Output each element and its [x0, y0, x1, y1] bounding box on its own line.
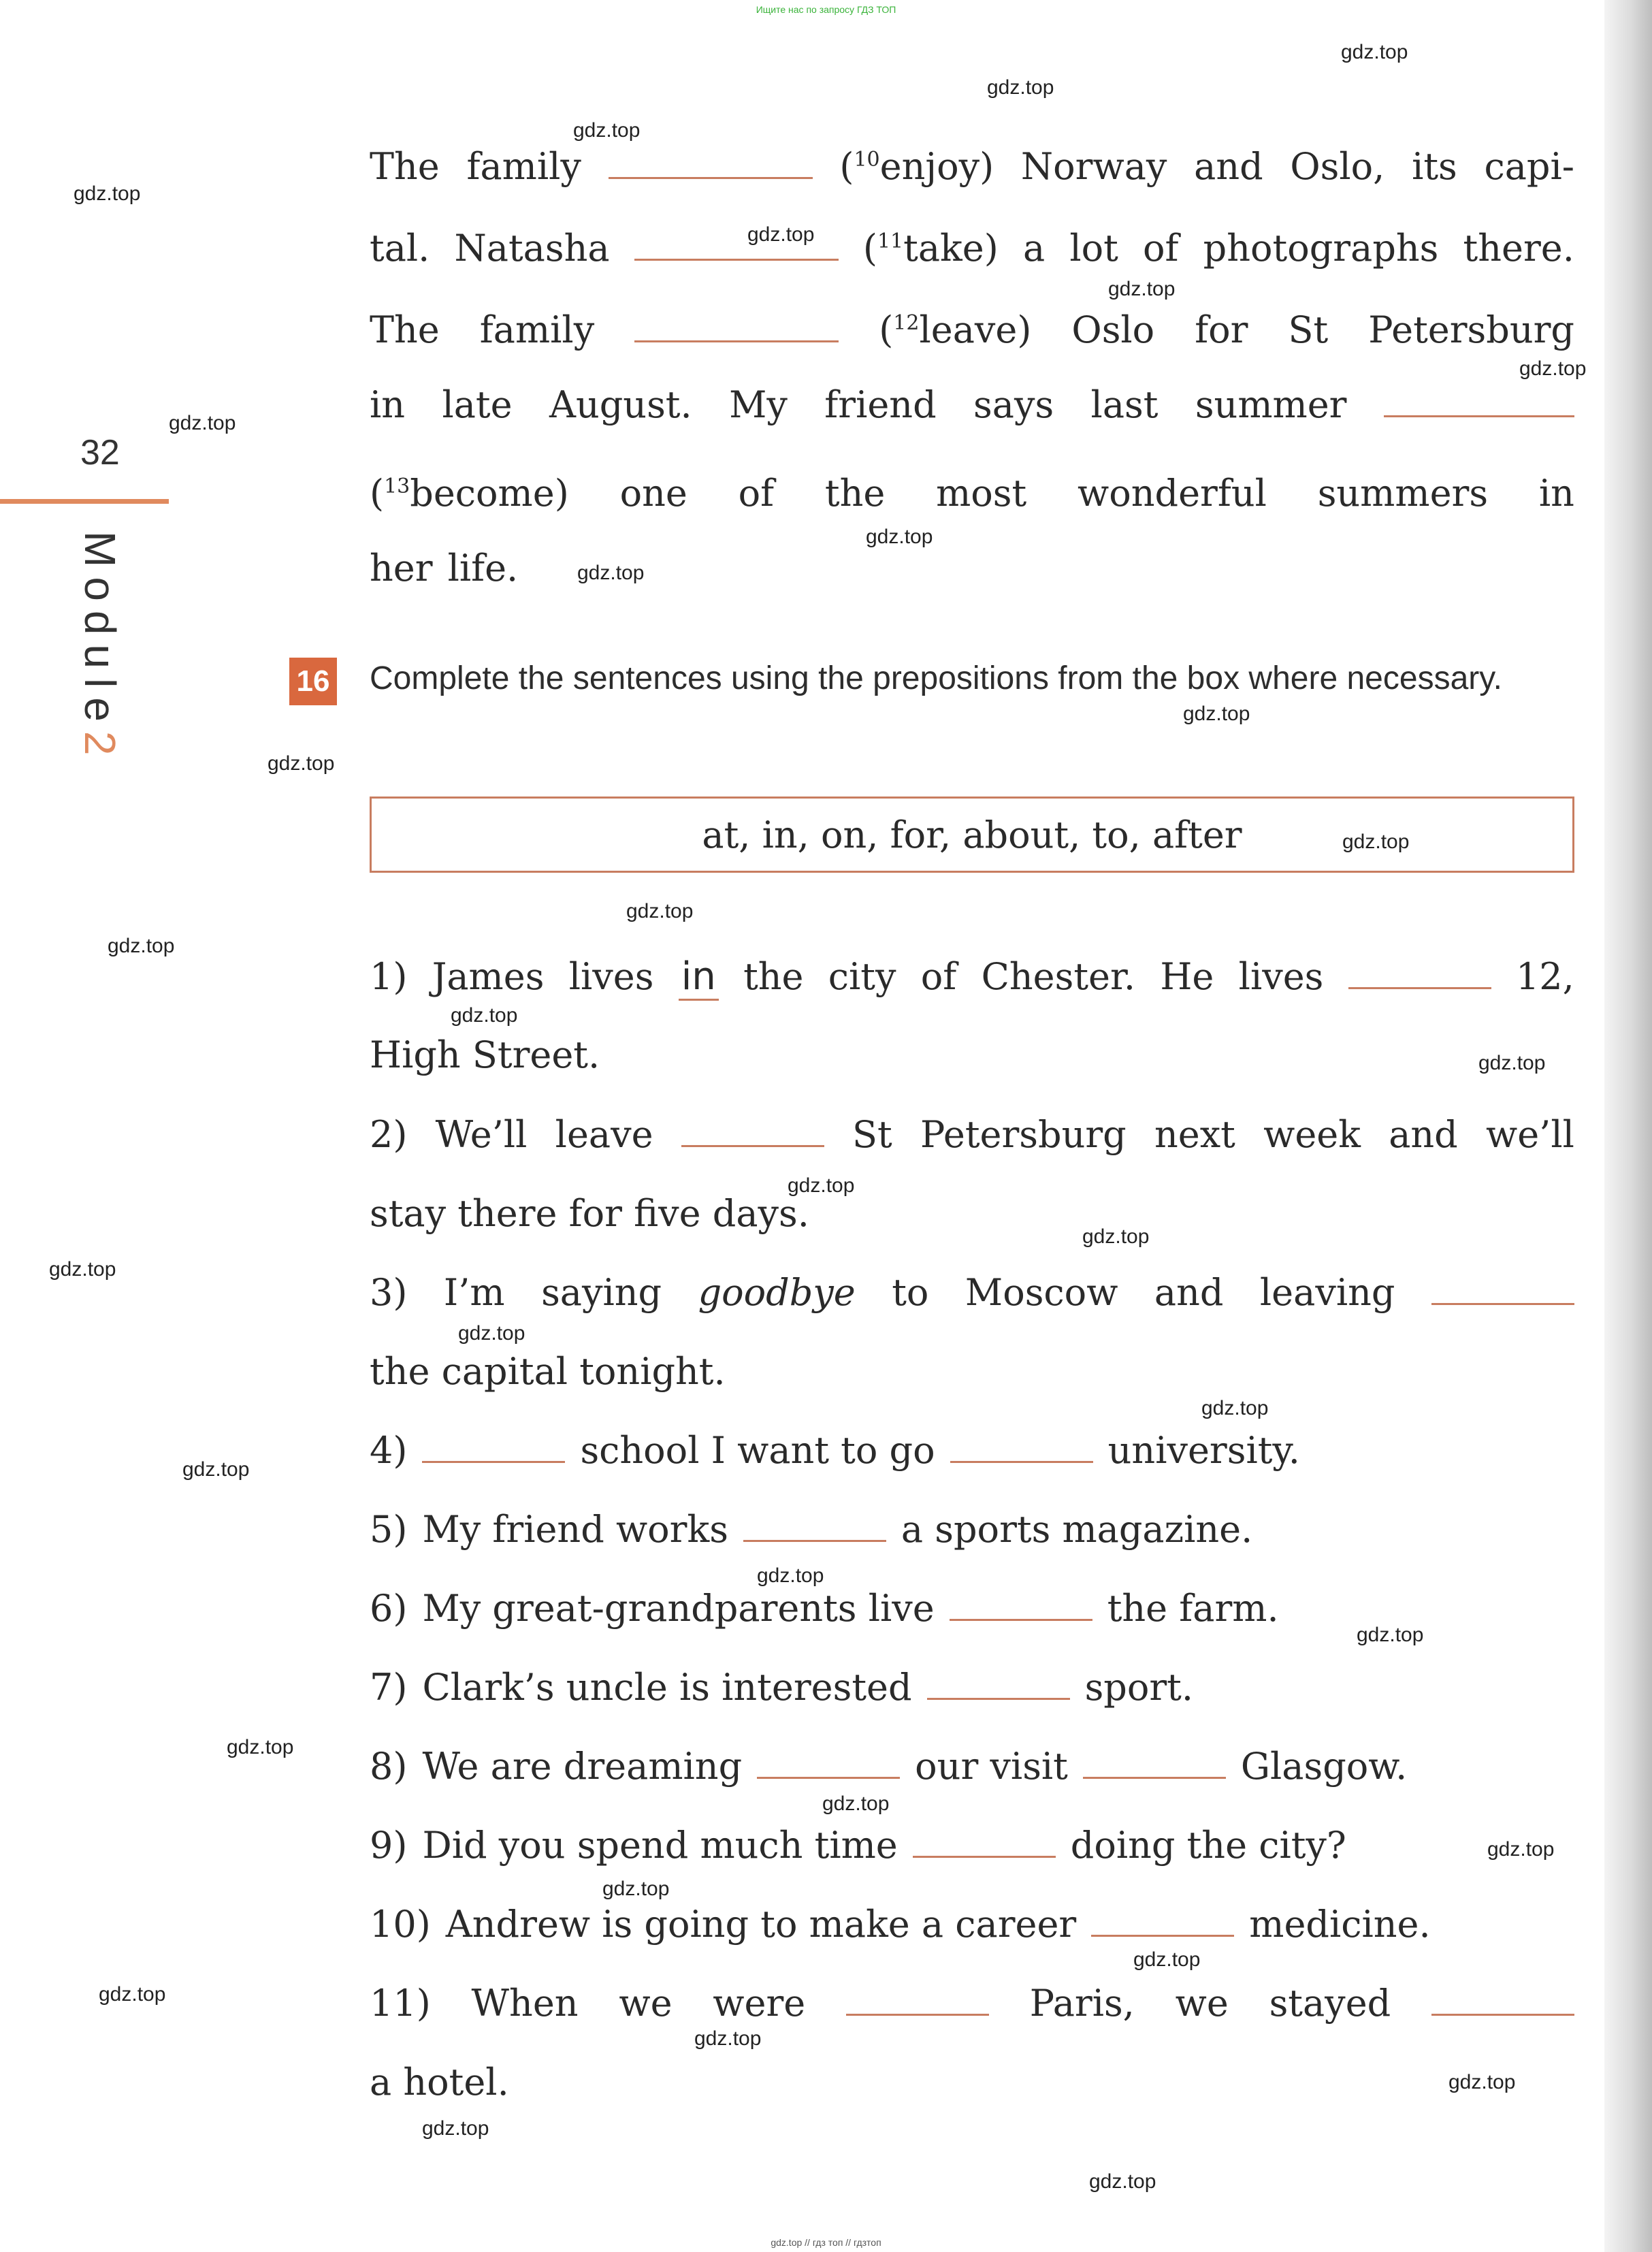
sentence-8: 8) We are dreaming our visit Glasgow.	[370, 1745, 1408, 1788]
sentence-9: 9) Did you spend much time doing the city?	[370, 1824, 1346, 1867]
reading-line-3: The family ($^{12}$leave) Oslo for St Petersburg	[370, 308, 1574, 351]
answer-blank[interactable]	[1384, 388, 1574, 417]
reading-line-1: The family ($^{10}$enjoy) Norway and Oslo, its capi-	[370, 145, 1574, 188]
watermark: gdz.top	[1487, 1838, 1555, 1861]
watermark: gdz.top	[1183, 703, 1250, 725]
answer-blank[interactable]	[1083, 1750, 1226, 1779]
watermark: gdz.top	[1478, 1052, 1546, 1074]
answer-blank[interactable]	[681, 1118, 824, 1147]
watermark: gdz.top	[227, 1736, 294, 1758]
watermark: gdz.top	[694, 2027, 762, 2050]
answer-blank[interactable]	[950, 1434, 1093, 1463]
answer-blank[interactable]	[757, 1750, 900, 1779]
module-number: 2	[76, 730, 125, 765]
module-label	[75, 531, 125, 765]
answer-blank[interactable]	[846, 1986, 989, 2016]
watermark: gdz.top	[602, 1878, 670, 1900]
sentence-3-cont: the capital tonight.	[370, 1350, 726, 1393]
watermark: gdz.top	[747, 223, 815, 246]
sentence-11: 11) When we were Paris, we stayed	[370, 1982, 1574, 2025]
answer-blank[interactable]	[1431, 1276, 1574, 1305]
watermark: gdz.top	[1357, 1624, 1424, 1646]
answer-blank[interactable]	[927, 1671, 1070, 1700]
reading-line-5: ($^{13}$become) one of the most wonderful summers in	[370, 472, 1574, 515]
page-number: 32	[80, 433, 120, 472]
watermark: gdz.top	[577, 562, 645, 584]
watermark: gdz.top	[49, 1258, 116, 1281]
watermark: gdz.top	[573, 119, 641, 142]
answer-blank[interactable]	[1091, 1908, 1234, 1937]
answer-blank[interactable]	[422, 1434, 565, 1463]
watermark: gdz.top	[822, 1792, 890, 1815]
watermark: gdz.top	[108, 935, 175, 957]
sentence-5: 5) My friend works a sports magazine.	[370, 1508, 1253, 1551]
watermark: gdz.top	[1519, 357, 1587, 380]
bottom-note: gdz.top // гдз топ // гдзтоп	[771, 2237, 881, 2248]
watermark: gdz.top	[1089, 2170, 1156, 2193]
reading-line-6: her life.	[370, 547, 519, 590]
sentence-6: 6) My great-grandparents live the farm.	[370, 1587, 1279, 1630]
answer-blank[interactable]	[913, 1829, 1056, 1858]
sentence-10: 10) Andrew is going to make a career medicine.	[370, 1903, 1431, 1946]
answer-blank[interactable]	[743, 1513, 886, 1542]
module-word: Module	[76, 531, 125, 731]
watermark: gdz.top	[99, 1983, 166, 2006]
top-note: Ищите нас по запросу ГДЗ ТОП	[756, 4, 896, 15]
watermark: gdz.top	[268, 752, 335, 775]
reading-line-4: in late August. My friend says last summer	[370, 383, 1574, 427]
margin-rule	[0, 499, 169, 504]
sentence-2: 2) We’ll leave St Petersburg next week and we’ll	[370, 1113, 1574, 1156]
sentence-3: 3) I’m saying goodbye to Moscow and leaving	[370, 1271, 1574, 1315]
watermark: gdz.top	[1133, 1948, 1201, 1971]
watermark: gdz.top	[788, 1174, 855, 1197]
watermark: gdz.top	[1448, 2071, 1516, 2093]
watermark: gdz.top	[1341, 41, 1408, 63]
sentence-7: 7) Clark’s uncle is interested sport.	[370, 1666, 1194, 1709]
watermark: gdz.top	[866, 526, 933, 548]
watermark: gdz.top	[458, 1322, 525, 1345]
sentence-1: 1) James lives in the city of Chester. He lives 12,	[370, 955, 1574, 1001]
sentence-2-cont: stay there for five days.	[370, 1192, 809, 1235]
answer-blank[interactable]	[609, 150, 813, 179]
watermark: gdz.top	[422, 2117, 489, 2140]
watermark: gdz.top	[451, 1004, 518, 1027]
page-edge-shadow	[1604, 0, 1652, 2252]
watermark: gdz.top	[1342, 831, 1410, 853]
sentence-11-cont: a hotel.	[370, 2061, 509, 2104]
sentence-4: 4) school I want to go university.	[370, 1429, 1300, 1472]
watermark: gdz.top	[74, 182, 141, 205]
handwritten-answer[interactable]: in	[679, 955, 719, 1001]
answer-blank[interactable]	[634, 313, 839, 342]
exercise-number-badge: 16	[289, 658, 337, 705]
watermark: gdz.top	[1108, 278, 1176, 300]
watermark: gdz.top	[182, 1458, 250, 1481]
sentence-1-cont: High Street.	[370, 1033, 600, 1076]
watermark: gdz.top	[1201, 1397, 1269, 1419]
answer-blank[interactable]	[950, 1592, 1092, 1621]
watermark: gdz.top	[169, 412, 236, 434]
watermark: gdz.top	[757, 1564, 824, 1587]
watermark: gdz.top	[987, 76, 1054, 99]
exercise-instruction: Complete the sentences using the prepositions from the box where necessary.	[370, 660, 1503, 696]
watermark: gdz.top	[626, 900, 694, 922]
reading-line-2: tal. Natasha ($^{11}$take) a lot of photographs there.	[370, 227, 1574, 270]
answer-blank[interactable]	[1348, 960, 1491, 989]
prepositions-box: at, in, on, for, about, to, after	[370, 797, 1574, 873]
answer-blank[interactable]	[1431, 1986, 1574, 2016]
watermark: gdz.top	[1082, 1225, 1150, 1248]
